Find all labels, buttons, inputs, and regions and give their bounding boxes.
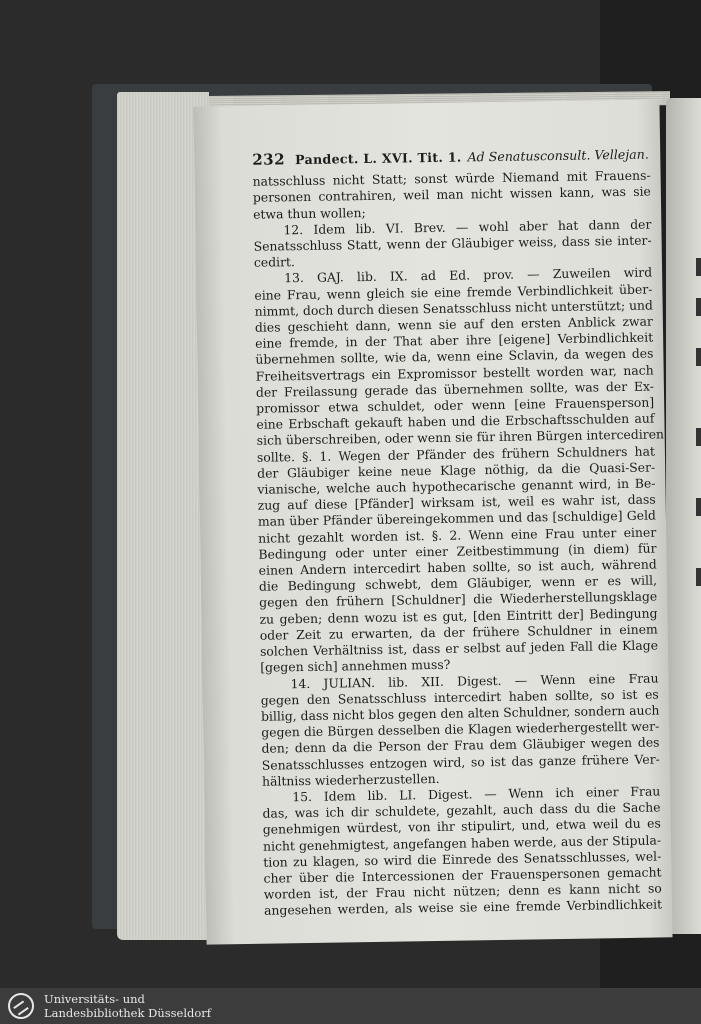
text-line: der Freilassung gerade das übernehmen sollte, was der Ex-: [255, 378, 655, 400]
library-logo-icon: [8, 993, 34, 1019]
text-line: 14. JULIAN. lib. XII. Digest. — Wenn eine Frau: [290, 669, 659, 691]
facing-page: [666, 98, 701, 934]
page-text: [252, 146, 665, 920]
text-line: [gegen sich] annehmen muss?: [260, 657, 451, 676]
text-line: dies geschieht dann, wenn sie auf den ersten Anblick zwar: [254, 313, 653, 335]
text-line: Senatsschlusses entzogen wird, so ist das ganze frühere Ver-: [261, 750, 660, 773]
page-number: 232: [252, 150, 286, 169]
text-line: Freiheitsvertrags ein Expromissor bestellt worden war, nach: [255, 362, 654, 384]
text-line: der Gläubiger keine neue Klage nöthig, da die Quasi-Ser-: [257, 459, 656, 481]
text-line: die Bedingung schwebt, dem Gläubiger, wenn er es will,: [258, 572, 658, 595]
text-line: zug auf diese [Pfänder] wirksam ist, weil es wahr ist, dass: [257, 491, 656, 514]
page-header: [252, 146, 650, 169]
library-footer: [0, 988, 701, 1024]
text-line: nicht gezahlt worden ist. §. 2. Wenn eine Frau unter einer: [258, 524, 657, 546]
text-line: genehmigen würdest, von ihr stipulirt, und, etwa weil du es: [262, 815, 661, 838]
text-line: nimmt, doch durch diesen Senatsschluss nicht unterstützt; und: [254, 297, 654, 319]
text-line: billig, dass nicht blos gegen den alten Schuldner, sondern auch: [260, 702, 660, 724]
text-line: natsschluss nicht Statt; sonst würde Niemand mit Frauens-: [252, 167, 651, 189]
text-line: oder Zeit zu erwarten, da der frühere Schuldner in einem: [259, 621, 658, 643]
text-lines: [253, 168, 663, 920]
text-line: sich überschreiben, oder wenn sie für ihren Bürgen intercediren: [256, 426, 665, 449]
text-line: nicht genehmigtest, angefangen haben werde, aus der Stipula-: [262, 831, 662, 854]
running-head-title: Ad Senatusconsult. Vellejan.: [467, 146, 649, 165]
text-line: einen Andern intercedirt haben sollte, so ist auch, während: [258, 556, 657, 578]
running-head: Pandect. L. XVI. Tit. 1.: [294, 149, 462, 168]
text-line: angesehen werden, als weise sie eine fremde Verbindlichkeit: [263, 896, 663, 919]
text-line: cedirt.: [253, 254, 296, 270]
text-line: tion zu klagen, so wird die Einrede des Senatsschlusses, wel-: [263, 848, 662, 870]
text-line: solchen Verhältniss ist, dass er selbst auf jeden Fall die Klage: [259, 637, 659, 659]
library-name: [44, 992, 211, 1020]
text-line: promissor etwa schuldet, oder wenn [eine Frauensperson]: [256, 394, 655, 416]
text-line: gegen den frühern [Schuldner] die Wiederherstellungsklage: [259, 588, 658, 611]
text-line: cher über die Intercessionen der Frauenspersonen gemacht: [263, 864, 662, 886]
text-line: den; denn da die Person der Frau dem Gläubiger wegen des: [261, 734, 660, 757]
text-line: man über Pfänder übereingekommen und das [schuldige] Geld: [257, 507, 657, 530]
text-line: eine Frau, wenn gleich sie eine fremde Verbindlichkeit über-: [254, 281, 653, 303]
text-line: etwa thun wollen;: [253, 204, 366, 222]
text-line: 13. GAJ. lib. IX. ad Ed. prov. — Zuweilen wird: [284, 264, 653, 286]
text-line: das, was ich dir schuldete, gezahlt, auch dass du die Sache: [262, 799, 661, 821]
text-line: 15. Idem lib. LI. Digest. — Wenn ich einer Frau: [292, 783, 661, 805]
text-line: worden ist, der Frau nicht nützen; denn es kann nicht so: [263, 880, 662, 902]
text-line: eine fremde, in der That aber ihre [eigene] Verbindlichkeit: [255, 329, 654, 352]
text-line: gegen die Bürgen desselben die Klagen wiederhergestellt wer-: [261, 718, 660, 740]
text-line: zu geben; denn wozu ist es gut, [den Eintritt der] Bedingung: [259, 605, 658, 627]
text-line: Bedingung oder unter einer Zeitbestimmung (in diem) für: [258, 540, 657, 562]
text-line: Senatsschluss Statt, wenn der Gläubiger weiss, dass sie inter-: [253, 232, 652, 254]
text-line: sollte. §. 1. Wegen der Pfänder des frühern Schuldners hat: [256, 443, 656, 465]
text-line: übernehmen sollte, wie da, wenn eine Sclavin, da wegen des: [255, 345, 654, 368]
library-name-line2: Landesbibliothek Düsseldorf: [44, 1006, 212, 1020]
text-line: personen contrahiren, weil man nicht wissen kann, was sie: [252, 183, 651, 206]
book-page: [193, 99, 672, 944]
library-name-line1: Universitäts- und: [44, 992, 145, 1006]
text-line: vianische, welche auch hypothecarische genannt wird, in Be-: [257, 475, 656, 497]
text-line: hältniss wiederherzustellen.: [261, 770, 440, 789]
text-line: eine Erbschaft gekauft haben und die Erbschaftsschulden auf: [256, 410, 655, 433]
text-line: gegen den Senatsschluss intercedirt haben sollte, so ist es: [260, 686, 659, 708]
text-line: 12. Idem lib. VI. Brev. — wohl aber hat dann der: [283, 216, 652, 238]
